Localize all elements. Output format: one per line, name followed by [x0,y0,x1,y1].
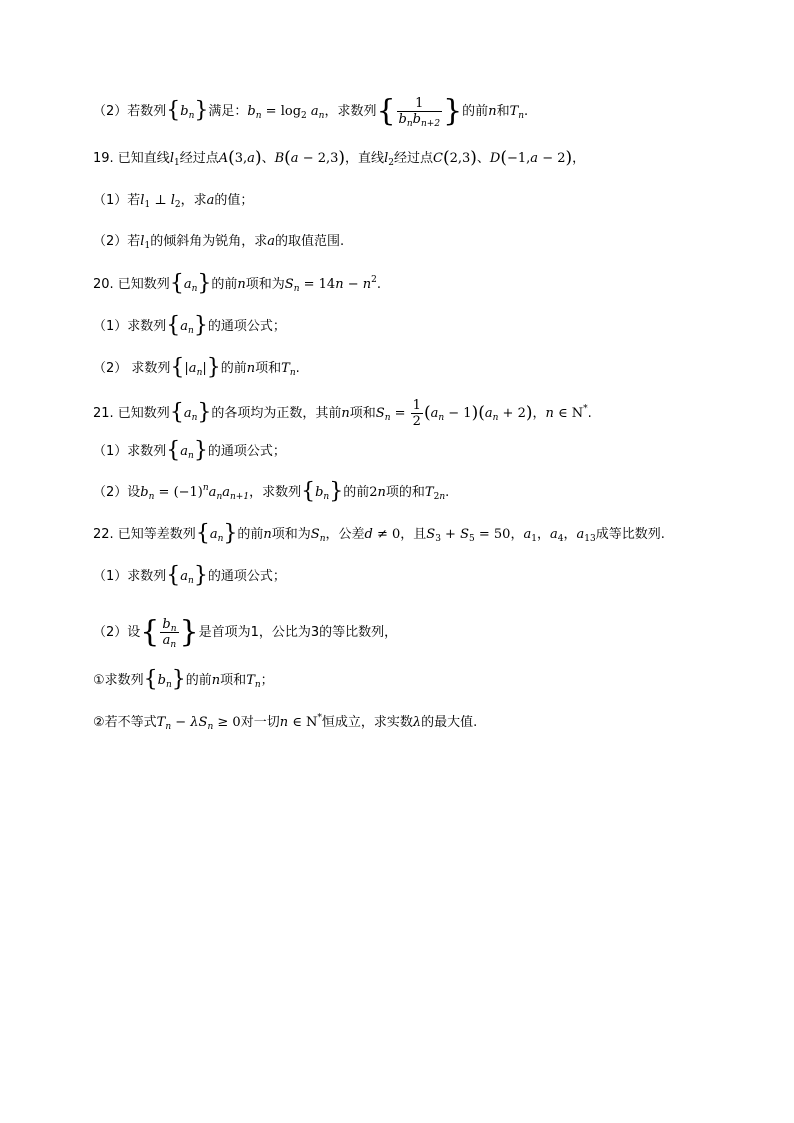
problem-19-part-2: （2）若$l_1$的倾斜角为锐角，求a的取值范围. [93,234,345,251]
problem-19-part-1: （1）若$l_1$ ⊥ $l_2$，求a的值； [93,193,254,210]
problem-22-part-2-sub-1: ①求数列$\{b_n\}$的前n项和$T_n$； [93,667,274,692]
problem-18-part-2: （2）若数列$\{b_n\}$满足：$b_n = \log_2 a_n$，求数列{ $\frac{1}{b_nb_{n+2}}$ }的前n和$T_n$. [93,93,529,129]
fraction: $\frac{1}{b_nb_{n+2}}$ [398,96,441,129]
fraction-b-over-a: $\frac{b_n}{a_n}$ [162,617,177,650]
problem-22-part-1: （1）求数列$\{a_n\}$的通项公式； [93,563,286,588]
problem-19: 19. 已知直线$l_1$经过点A(3,a)、B(a − 2,3)，直线$l_2$经过点C(2,3)、D(−1,a − 2)， [93,148,586,168]
problem-22-part-2-sub-2: ②若不等式$T_n - \lambda S_n \ge 0$对一切n ∈ N*恒成立，求实数λ的最大值. [93,713,478,732]
problem-22-part-2: （2）设{ $\frac{b_n}{a_n}$ }是首项为1，公比为3的等比数列， [93,614,398,650]
problem-21-part-1: （1）求数列$\{a_n\}$的通项公式； [93,438,286,463]
problem-22: 22. 已知等差数列$\{a_n\}$的前n项和为$S_n$，公差d ≠ 0，且$S_3 + S_5 = 50$，$a_1$，$a_4$，$a_{13}$成等比数列. [93,521,665,546]
problem-20: 20. 已知数列$\{a_n\}$的前n项和为$S_n = 14n - n^2$. [93,271,381,296]
problem-21: 21. 已知数列$\{a_n\}$的各项均为正数，其前n项和$S_n$ = $\frac{1}{2}$ $(a_n - 1)(a_n + 2)$，n ∈ N*. [93,398,592,429]
problem-20-part-1: （1）求数列$\{a_n\}$的通项公式； [93,313,286,338]
problem-20-part-2: （2） 求数列$\{|a_n|\}$的前n项和$T_n$. [93,355,300,380]
fraction-half: $\frac{1}{2}$ [412,398,421,429]
problem-21-part-2: （2）设$b_n = (-1)^na_na_{n+1}$，求数列$\{b_n\}$的前2n项的和$T_{2n}$. [93,479,450,504]
